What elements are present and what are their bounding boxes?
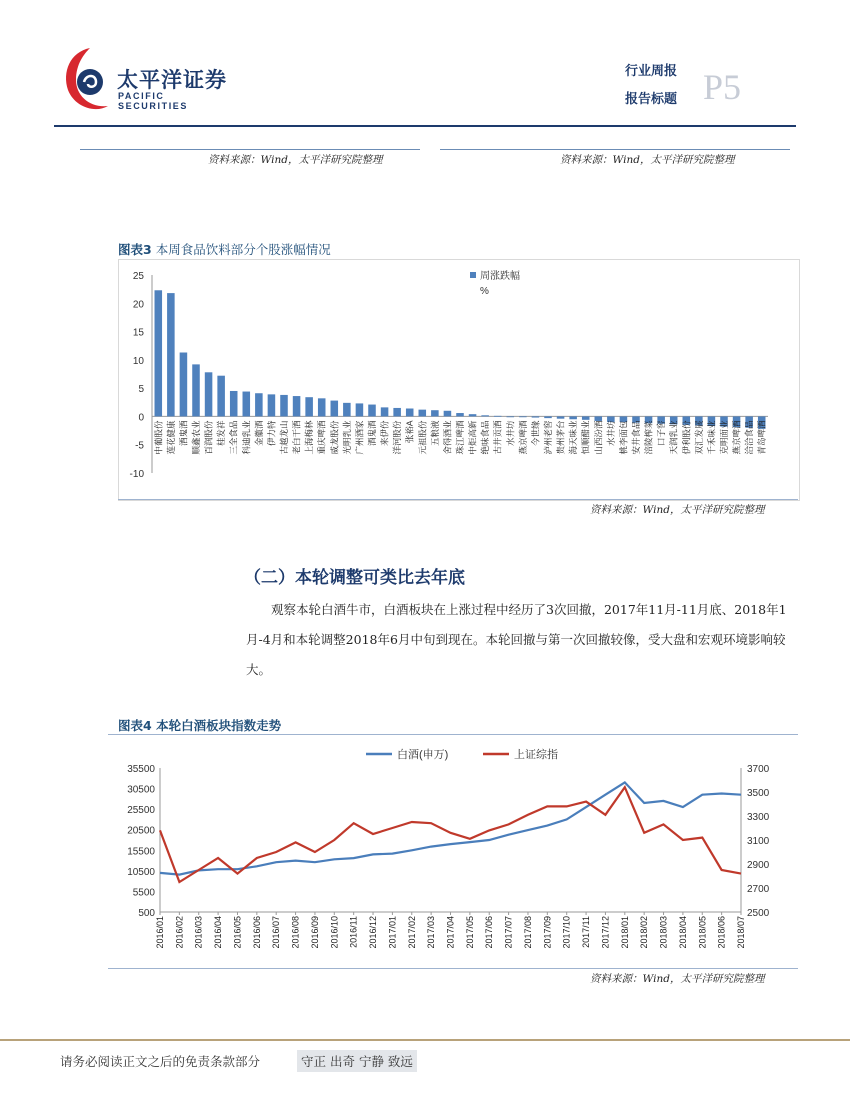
bar	[255, 393, 263, 416]
x-tick-label: 广州酒家	[354, 420, 365, 455]
x-tick-label: 天润乳业	[668, 420, 679, 455]
x-tick-label: 贵州茅台	[555, 420, 566, 455]
x-tick-label: 涪陵榨菜	[643, 420, 654, 455]
x-tick-label: 燕京啤酒	[517, 420, 528, 455]
x-tick-label: 酒鬼酒	[178, 420, 189, 446]
legend-swatch	[470, 272, 476, 278]
bar	[582, 416, 590, 419]
x-tick-label: 安井食品	[631, 420, 641, 455]
left-tick-label: 30500	[127, 784, 155, 796]
x-tick-label: 光明乳业	[341, 420, 352, 455]
top-source-right: 资料来源：Wind，太平洋研究院整理	[560, 154, 735, 166]
x-tick-label: 山西汾酒	[593, 420, 604, 455]
logo-name-en: PACIFIC SECURITIES	[118, 91, 189, 111]
x-tick-label: 洽洽食品	[744, 420, 755, 455]
x-tick-label: 中葡股份	[153, 420, 164, 455]
section-title: （二）本轮调整可类比去年底	[244, 568, 465, 588]
bar	[419, 410, 427, 417]
x-tick-label: 百润股份	[203, 420, 214, 455]
x-tick-label: 克明面业	[719, 420, 729, 455]
x-tick-label: 舍得酒业	[442, 420, 453, 455]
x-tick-label: 2016/11	[348, 916, 359, 948]
x-tick-label: 2017/11	[581, 916, 592, 948]
logo-name-cn: 太平洋证券	[117, 68, 227, 92]
figure4-line-chart	[108, 740, 798, 965]
right-tick-label: 3500	[747, 788, 770, 799]
x-tick-label: 2018/05	[697, 916, 708, 949]
left-tick-label: 20500	[127, 825, 155, 837]
x-tick-label: 口子窖	[656, 420, 667, 446]
left-tick-label: 5500	[132, 887, 155, 899]
x-tick-label: 莲花健康	[165, 420, 176, 455]
bar	[230, 391, 238, 416]
bar	[217, 376, 225, 417]
y-tick-label: 5	[138, 384, 144, 396]
bar	[331, 401, 339, 417]
page-number: P5	[703, 67, 742, 107]
x-tick-label: 2016/02	[174, 916, 185, 949]
figure3-label: 图表3	[118, 242, 152, 257]
x-tick-label: 2016/10	[329, 916, 340, 949]
x-tick-label: 2018/01	[619, 916, 630, 949]
x-tick-label: 元祖股份	[417, 420, 428, 455]
logo-emblem-icon	[60, 44, 116, 116]
bar	[318, 398, 326, 416]
y-tick-label: 20	[132, 299, 144, 311]
figure4-caption	[118, 716, 281, 734]
bar	[356, 403, 364, 416]
bar	[280, 395, 288, 416]
x-tick-label: 2016/04	[213, 916, 224, 949]
legend-label: 周涨跌幅	[480, 271, 520, 282]
legend-label-unit: %	[480, 286, 489, 297]
x-tick-label: 桃李面包	[618, 420, 629, 455]
report-title: 报告标题	[625, 92, 678, 107]
bar	[507, 416, 515, 417]
figure4-label: 图表4	[118, 718, 152, 733]
bar	[293, 396, 301, 416]
x-tick-label: 2016/07	[271, 916, 282, 949]
x-tick-label: 张裕A	[404, 420, 415, 444]
right-tick-label: 2500	[747, 908, 770, 919]
x-tick-label: 2017/10	[561, 916, 572, 949]
left-tick-label: 15500	[127, 846, 155, 858]
y-tick-label: 10	[132, 355, 144, 367]
right-tick-label: 3300	[747, 812, 770, 823]
x-tick-label: 水井坊	[605, 420, 616, 446]
x-tick-label: 2018/02	[639, 916, 650, 949]
bar	[192, 364, 200, 416]
x-tick-label: 2017/12	[600, 916, 611, 949]
bar	[268, 394, 276, 416]
x-tick-label: 海天味业	[568, 420, 579, 455]
x-tick-label: 2018/06	[716, 916, 727, 949]
section-paragraph: 观察本轮白酒牛市，白酒板块在上涨过程中经历了3次回撤，2017年11月-11月底、2018年1月-4月和本轮调整2018年6月中旬到现在。本轮回撤与第一次回撤较像，受大盘和宏观环境影响较大。	[246, 602, 787, 677]
x-tick-label: 顺鑫农业	[191, 420, 201, 455]
x-tick-label: 2017/08	[522, 916, 533, 949]
bar	[167, 293, 175, 416]
x-tick-label: 2017/04	[445, 916, 456, 949]
figure4-rule	[108, 968, 798, 969]
x-tick-label: 2017/02	[406, 916, 417, 949]
x-tick-label: 酒鬼酒	[367, 420, 377, 446]
figure3-bar-chart	[118, 259, 798, 499]
figure4-title: 本轮白酒板块指数走势	[156, 718, 282, 733]
figure3-caption	[118, 240, 331, 258]
x-tick-label: 2018/04	[677, 916, 688, 949]
bar	[381, 407, 389, 416]
x-tick-label: 伊力特	[266, 420, 277, 446]
bar	[431, 410, 439, 416]
left-tick-label: 500	[138, 908, 155, 919]
figure4-top-rule	[108, 734, 798, 735]
x-tick-label: 2017/03	[426, 916, 437, 949]
figure3-rule	[118, 499, 798, 500]
bar	[343, 403, 351, 417]
right-tick-label: 2900	[747, 860, 770, 871]
top-rule-left	[80, 149, 420, 150]
bar	[469, 414, 477, 416]
left-tick-label: 25500	[127, 805, 155, 817]
bar	[456, 413, 464, 416]
bar	[393, 408, 401, 416]
bar	[243, 392, 251, 417]
x-tick-label: 泸州老窖	[543, 420, 553, 455]
x-tick-label: 老白干酒	[291, 420, 302, 455]
figure3-title: 本周食品饮料部分个股涨幅情况	[155, 242, 331, 257]
x-tick-label: 2017/05	[464, 916, 475, 949]
x-tick-label: 水井坊	[505, 420, 516, 446]
y-tick-label: -10	[129, 469, 144, 480]
x-tick-label: 燕京啤酒	[731, 420, 742, 455]
bar	[494, 416, 502, 417]
top-source-left: 资料来源：Wind，太平洋研究院整理	[208, 154, 383, 166]
legend-label: 白酒(申万)	[397, 749, 449, 761]
footer-motto: 守正 出奇 宁静 致远	[297, 1050, 417, 1072]
x-tick-label: 科迪乳业	[241, 420, 252, 455]
x-tick-label: 古越龙山	[279, 420, 289, 455]
left-tick-label: 10500	[127, 866, 155, 878]
x-tick-label: 桂发祥	[216, 420, 227, 446]
x-tick-label: 古井贡酒	[492, 420, 503, 455]
bar	[481, 415, 489, 416]
report-type: 行业周报	[625, 64, 678, 79]
x-tick-label: 金徽酒	[253, 420, 264, 446]
bar	[569, 416, 577, 419]
x-tick-label: 2016/01	[155, 916, 165, 949]
bar	[595, 416, 603, 421]
x-tick-label: 双汇发展	[693, 420, 704, 455]
bar	[544, 416, 552, 418]
x-tick-label: 2016/03	[193, 916, 204, 949]
y-tick-label: 0	[138, 412, 144, 424]
bar	[444, 411, 452, 417]
x-tick-label: 伊利股份	[681, 420, 692, 455]
x-tick-label: 2018/07	[736, 916, 746, 949]
x-tick-label: 千禾味业	[706, 420, 717, 455]
x-tick-label: 上海梅林	[304, 420, 315, 455]
right-tick-label: 2700	[747, 884, 770, 895]
x-tick-label: 珠江啤酒	[455, 420, 465, 455]
x-tick-label: 2016/09	[309, 916, 320, 949]
x-tick-label: 2016/05	[232, 916, 243, 949]
logo	[60, 44, 235, 116]
bar	[532, 416, 540, 417]
x-tick-label: 三全食品	[228, 420, 239, 455]
x-tick-label: 威龙股份	[329, 420, 340, 455]
x-tick-label: 2017/09	[542, 916, 553, 949]
y-tick-label: 25	[132, 271, 144, 282]
x-tick-label: 青岛啤酒	[756, 420, 767, 455]
bar	[368, 405, 376, 417]
x-tick-label: 2016/08	[290, 916, 301, 949]
right-tick-label: 3700	[747, 764, 770, 775]
figure3-source: 资料来源：Wind，太平洋研究院整理	[590, 504, 765, 516]
bar	[305, 397, 313, 416]
footer-rule	[0, 1039, 850, 1041]
bar	[205, 372, 213, 416]
x-tick-label: 2017/06	[484, 916, 495, 949]
x-tick-label: 2018/03	[658, 916, 669, 949]
x-tick-label: 中炬高新	[467, 420, 478, 455]
bar	[406, 409, 414, 417]
bar	[155, 290, 163, 416]
figure4-source: 资料来源：Wind，太平洋研究院整理	[590, 973, 765, 985]
top-rule-right	[440, 149, 790, 150]
y-tick-label: 15	[132, 327, 144, 339]
bar	[557, 416, 565, 418]
x-tick-label: 2017/07	[503, 916, 514, 949]
x-tick-label: 绝味食品	[480, 420, 491, 455]
header-rule	[54, 125, 796, 127]
footer-notice: 请务必阅读正文之后的免责条款部分	[60, 1054, 261, 1069]
x-tick-label: 2016/06	[251, 916, 262, 949]
x-tick-label: 恒顺醋业	[580, 420, 591, 455]
x-tick-label: 重庆啤酒	[316, 420, 327, 455]
y-tick-label: -5	[135, 440, 144, 452]
x-tick-label: 洋河股份	[392, 420, 403, 455]
left-tick-label: 35500	[127, 764, 155, 775]
bar	[519, 416, 527, 417]
x-tick-label: 2016/12	[368, 916, 379, 949]
right-tick-label: 3100	[747, 836, 770, 847]
bar	[180, 353, 188, 417]
x-tick-label: 2017/01	[387, 916, 398, 949]
x-tick-label: 来伊份	[379, 420, 390, 446]
legend-label: 上证综指	[514, 749, 558, 761]
x-tick-label: 今世缘	[530, 420, 541, 446]
x-tick-label: 五粮液	[429, 420, 440, 446]
